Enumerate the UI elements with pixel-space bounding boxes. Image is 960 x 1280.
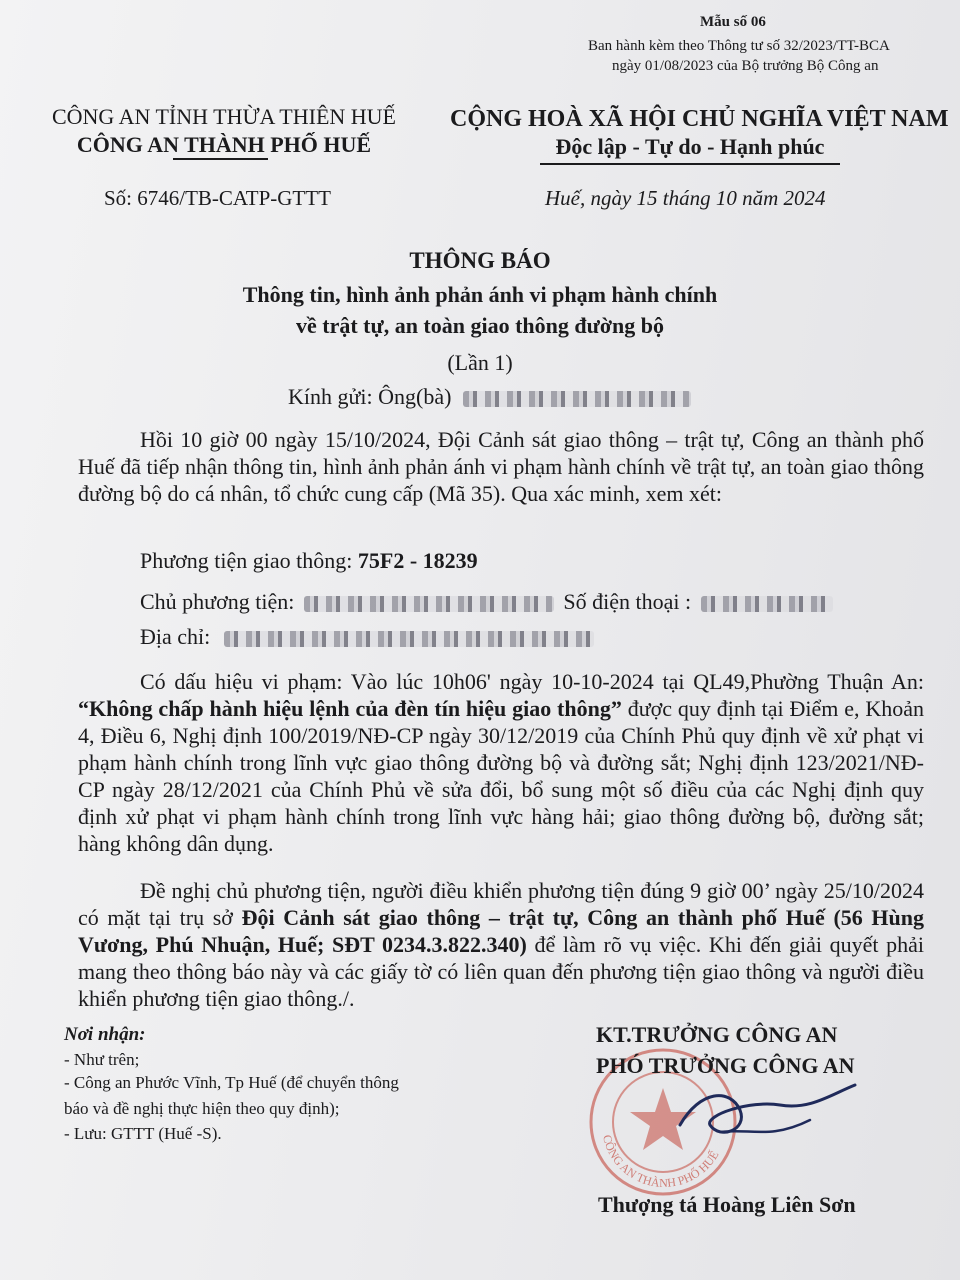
violation-paragraph: [78, 668, 924, 857]
motto: Độc lập - Tự do - Hạnh phúc: [555, 134, 825, 159]
agency-underline: [173, 158, 268, 160]
recipient-item: - Như trên;: [64, 1050, 140, 1069]
notice-round: (Lần 1): [447, 350, 513, 375]
nation-title: CỘNG HOÀ XÃ HỘI CHỦ NGHĨA VIỆT NAM: [450, 106, 949, 132]
vehicle-label: Phương tiện giao thông:: [140, 548, 358, 573]
violation-description: “Không chấp hành hiệu lệnh của đèn tín hiệu giao thông”: [78, 696, 622, 721]
redacted-phone: [701, 596, 833, 612]
vehicle-plate: 75F2 - 18239: [357, 548, 478, 573]
signature-title-1: KT.TRƯỞNG CÔNG AN: [596, 1022, 838, 1047]
vehicle-line: [140, 548, 478, 574]
recipient-item: - Lưu: GTTT (Huế -S).: [64, 1124, 222, 1143]
violation-legal-basis: được quy định tại Điểm e, Khoản 4, Điều 6, Nghị định 100/2019/NĐ-CP ngày 30/12/2019 của Chính Phủ quy định về xử phạt vi phạm hành chính trong lĩnh vực giao thông đường bộ và đường sắt; Nghị định 123/2021/NĐ-CP ngày 28/12/2021 của Chính Phủ về sửa đổi, bổ sung một số điều của các Nghị định quy định xử phạt vi phạm hành chính trong lĩnh vực hàng hải; giao thông đường bộ, đường sắt; hàng không dân dụng.: [78, 696, 925, 856]
document-subtitle-2: về trật tự, an toàn giao thông đường bộ: [295, 313, 664, 338]
document-subtitle-1: Thông tin, hình ảnh phản ánh vi phạm hành chính: [242, 282, 718, 307]
agency-name: CÔNG AN THÀNH PHỐ HUẾ: [76, 132, 372, 157]
form-number: Mẫu số 06: [700, 14, 766, 30]
document-number: Số: 6746/TB-CATP-GTTT: [104, 186, 331, 210]
recipient-label: Kính gửi: Ông(bà): [288, 384, 452, 409]
owner-label: Chủ phương tiện:: [140, 589, 295, 614]
recipient-line: [288, 384, 691, 410]
redacted-name: [463, 391, 691, 407]
redacted-address: [224, 631, 594, 647]
address-label: Địa chỉ:: [140, 624, 211, 649]
form-issued-line2: ngày 01/08/2023 của Bộ trưởng Bộ Công an: [612, 58, 879, 74]
form-issued-line1: Ban hành kèm theo Thông tư số 32/2023/TT-BCA: [588, 38, 890, 54]
redacted-owner: [304, 596, 554, 612]
document-date: Huế, ngày 15 tháng 10 năm 2024: [545, 186, 826, 210]
intro-paragraph: Hồi 10 giờ 00 ngày 15/10/2024, Đội Cảnh sát giao thông – trật tự, Công an thành phố Huế đã tiếp nhận thông tin, hình ảnh phản ánh vi phạm hành chính về trật tự, an toàn giao thông đường bộ do cá nhân, tổ chức cung cấp (Mã 35). Qua xác minh, xem xét:: [78, 427, 924, 506]
violation-intro: Có dấu hiệu vi phạm: Vào lúc 10h06' ngày 10-10-2024 tại QL49,Phường Thuận An:: [140, 669, 924, 694]
request-paragraph: [78, 877, 924, 1012]
address-line: [140, 624, 594, 650]
recipient-item: báo và đề nghị thực hiện theo quy định);: [64, 1099, 340, 1118]
request-location: Đội Cảnh sát giao thông – trật tự, Công an thành phố Huế (56 Hùng Vương, Phú Nhuận, Huế; SĐT 0234.3.822.340): [78, 905, 924, 957]
recipient-item: - Công an Phước Vĩnh, Tp Huế (để chuyển thông: [64, 1073, 399, 1092]
seal-text: CÔNG AN THÀNH PHỐ HUẾ: [599, 1133, 722, 1190]
agency-parent: CÔNG AN TỈNH THỪA THIÊN HUẾ: [51, 104, 396, 129]
owner-line: [140, 589, 833, 615]
request-instructions: để làm rõ vụ việc. Khi đến giải quyết phải mang theo thông báo này và các giấy tờ có liên quan đến phương tiện giao thông và người điều khiển phương tiện giao thông./.: [78, 932, 924, 1011]
request-intro: Đề nghị chủ phương tiện, người điều khiển phương tiện đúng 9 giờ 00’ ngày 25/10/2024 có mặt tại trụ sở: [78, 878, 924, 930]
signature-title-2: PHÓ TRƯỞNG CÔNG AN: [596, 1053, 855, 1078]
document-title: THÔNG BÁO: [409, 248, 551, 273]
phone-label: Số điện thoại :: [563, 589, 692, 614]
motto-underline: [540, 163, 840, 165]
signer-name: Thượng tá Hoàng Liên Sơn: [598, 1192, 856, 1217]
recipients-heading: Nơi nhận:: [64, 1024, 146, 1045]
handwritten-signature: [660, 1070, 860, 1160]
